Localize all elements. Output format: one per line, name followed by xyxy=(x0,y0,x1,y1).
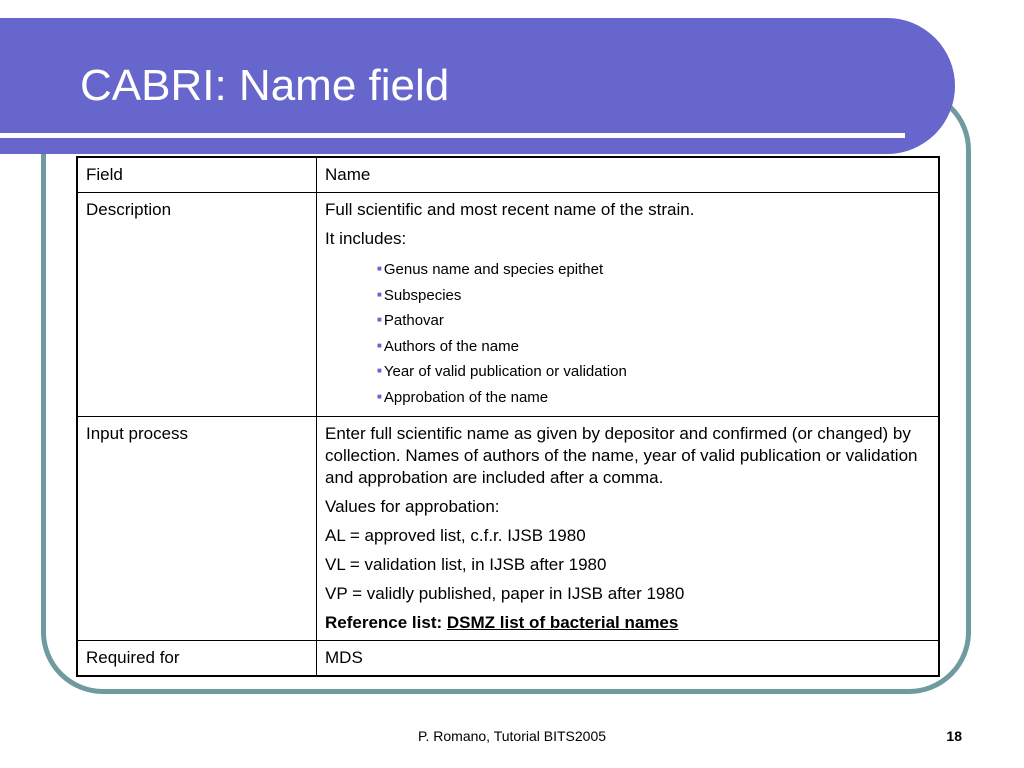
bullet-icon: ■ xyxy=(377,340,382,350)
bullet-icon: ■ xyxy=(377,289,382,299)
row-label-input-process: Input process xyxy=(77,417,317,641)
row-value-required-for: MDS xyxy=(317,641,940,677)
bullet-icon: ■ xyxy=(377,264,382,273)
slide-footer: P. Romano, Tutorial BITS2005 xyxy=(417,728,607,744)
input-process-para-5: VP = validly published, paper in IJSB after 1980 xyxy=(325,584,685,603)
title-underline xyxy=(0,133,905,138)
input-process-para-4: VL = validation list, in IJSB after 1980 xyxy=(325,555,607,574)
list-item-text: Year of valid publication or validation xyxy=(383,363,627,380)
input-process-para-3: AL = approved list, c.f.r. IJSB 1980 xyxy=(325,526,586,545)
row-label-required-for: Required for xyxy=(77,641,317,677)
table-row xyxy=(77,641,939,677)
description-line-1: Full scientific and most recent name of the strain. xyxy=(325,200,695,219)
list-item-text: Approbation of the name xyxy=(383,388,549,406)
table-row xyxy=(77,417,939,641)
list-item xyxy=(377,283,930,309)
reference-list-label: Reference list: xyxy=(325,613,447,632)
reference-list-link[interactable]: DSMZ list of bacterial names xyxy=(446,613,679,632)
list-item xyxy=(377,308,930,334)
list-item xyxy=(377,257,930,283)
table-row xyxy=(77,193,939,417)
description-list xyxy=(325,257,930,410)
input-process-para-2: Values for approbation: xyxy=(325,497,500,516)
row-value-field: Name xyxy=(317,157,940,193)
list-item-text: Genus name and species epithet xyxy=(383,261,604,278)
input-process-para-1: Enter full scientific name as given by depositor and confirmed (or changed) by collection. Names of authors of the name, year of valid publication or validation and approbation are included after a comma. xyxy=(325,424,918,487)
list-item-text: Subspecies xyxy=(383,286,462,304)
bullet-icon: ■ xyxy=(377,391,382,401)
field-table xyxy=(76,156,940,677)
list-item xyxy=(377,359,930,385)
bullet-icon: ■ xyxy=(377,366,382,375)
list-item-text: Pathovar xyxy=(383,312,444,329)
row-value-description xyxy=(317,193,940,417)
slide-title: CABRI: Name field xyxy=(80,61,450,110)
description-line-2: It includes: xyxy=(325,229,407,248)
table-row xyxy=(77,157,939,193)
list-item xyxy=(377,334,930,360)
page-number: 18 xyxy=(946,728,962,744)
list-item xyxy=(377,385,930,411)
bullet-icon: ■ xyxy=(377,315,382,324)
row-label-description: Description xyxy=(77,193,317,417)
row-value-input-process xyxy=(317,417,940,641)
row-label-field: Field xyxy=(77,157,317,193)
list-item-text: Authors of the name xyxy=(383,337,519,355)
reference-list-line xyxy=(325,612,930,634)
